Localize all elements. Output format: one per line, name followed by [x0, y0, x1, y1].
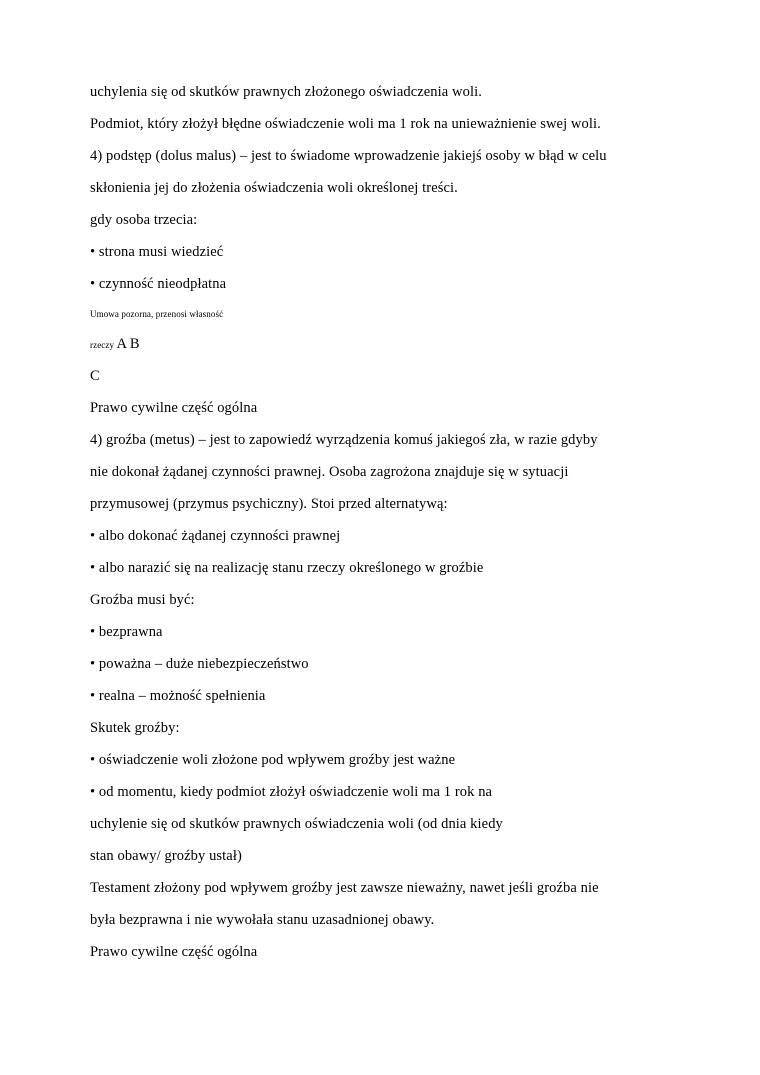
text-line: skłonienia jej do złożenia oświadczenia woli określonej treści.: [90, 180, 458, 196]
small-text-segment: rzeczy: [90, 340, 117, 350]
text-line: Podmiot, który złożył błędne oświadczenie woli ma 1 rok na unieważnienie swej woli.: [90, 116, 601, 132]
bullet-line: • czynność nieodpłatna: [90, 276, 227, 292]
text-line: uchylenie się od skutków prawnych oświadczenia woli (od dnia kiedy: [90, 816, 503, 832]
text-line: była bezprawna i nie wywołała stanu uzasadnionej obawy.: [90, 912, 435, 928]
text-line: Groźba musi być:: [90, 592, 195, 608]
text-line: 4) podstęp (dolus malus) – jest to świadome wprowadzenie jakiejś osoby w błąd w celu: [90, 148, 607, 164]
text-line: Prawo cywilne część ogólna: [90, 400, 258, 416]
text-line: stan obawy/ groźby ustał): [90, 848, 242, 864]
text-line: 4) groźba (metus) – jest to zapowiedź wyrządzenia komuś jakiegoś zła, w razie gdyby: [90, 432, 598, 448]
bullet-line: • realna – możność spełnienia: [90, 688, 266, 704]
text-line: Prawo cywilne część ogólna: [90, 944, 258, 960]
bullet-line: • bezprawna: [90, 624, 163, 640]
label-c-line: C: [90, 368, 100, 384]
text-line: Testament złożony pod wpływem groźby jest zawsze nieważny, nawet jeśli groźba nie: [90, 880, 599, 896]
small-note-line: Umowa pozorna, przenosi własność: [90, 309, 224, 319]
bullet-line: • albo narazić się na realizację stanu rzeczy określonego w groźbie: [90, 560, 484, 576]
bullet-line: • poważna – duże niebezpieczeństwo: [90, 656, 309, 672]
bullet-line: • strona musi wiedzieć: [90, 244, 224, 260]
bullet-line: • oświadczenie woli złożone pod wpływem groźby jest ważne: [90, 752, 456, 768]
text-line: Skutek groźby:: [90, 720, 180, 736]
bullet-line: • od momentu, kiedy podmiot złożył oświadczenie woli ma 1 rok na: [90, 784, 493, 800]
text-line: przymusowej (przymus psychiczny). Stoi przed alternatywą:: [90, 496, 448, 512]
text-line: gdy osoba trzecia:: [90, 212, 198, 228]
small-note-line-with-labels: [90, 329, 678, 360]
bullet-line: • albo dokonać żądanej czynności prawnej: [90, 528, 341, 544]
text-line: uchylenia się od skutków prawnych złożonego oświadczenia woli.: [90, 84, 482, 100]
text-line: nie dokonał żądanej czynności prawnej. Osoba zagrożona znajduje się w sytuacji: [90, 464, 569, 480]
label-a-b: A B: [116, 336, 140, 352]
